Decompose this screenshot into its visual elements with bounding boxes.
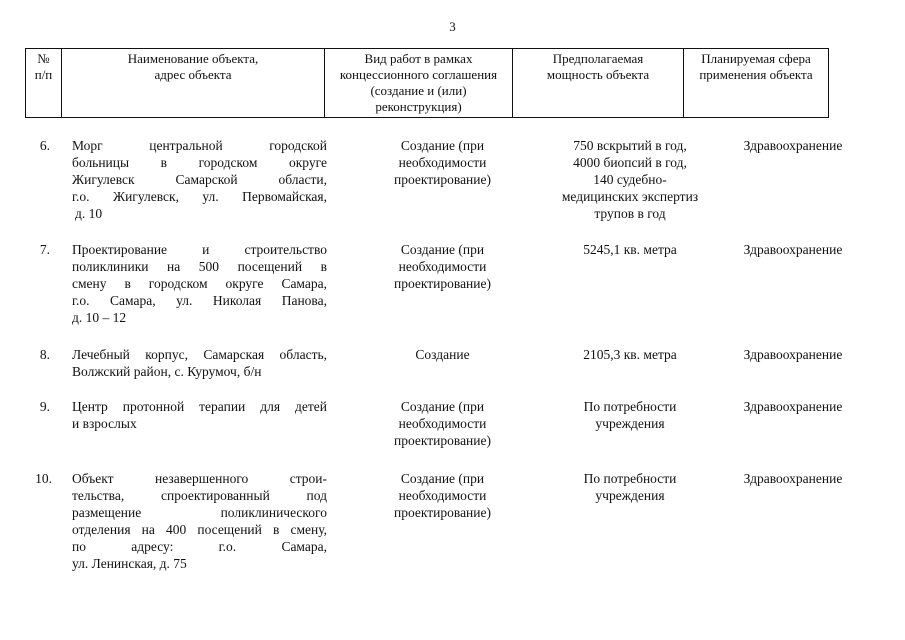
object-name	[72, 346, 327, 380]
header-number: № п/п	[26, 49, 62, 118]
object-name-line: Морг центральной городской	[72, 138, 327, 153]
capacity: 2105,3 кв. метра	[583, 347, 677, 362]
object-name	[72, 241, 327, 326]
work-type: Создание (при необходимости проектирование)	[393, 399, 491, 448]
capacity: По потребности учреждения	[583, 399, 677, 431]
row-number: 8.	[39, 347, 50, 362]
work-type: Создание (при необходимости проектирование)	[393, 471, 491, 520]
header-work-type: Вид работ в рамках концессионного соглашения (создание и (или) реконструкция)	[325, 49, 513, 118]
sphere: Здравоохранение	[743, 399, 843, 414]
object-name-line: г.о. Самара, ул. Николая Панова,	[72, 293, 327, 308]
table-header	[25, 48, 829, 118]
row-number: 10.	[35, 471, 52, 486]
header-capacity: Предполагаемая мощность объекта	[513, 49, 684, 118]
work-type: Создание	[415, 347, 470, 362]
row-number: 9.	[39, 399, 50, 414]
object-name-line: отделения на 400 посещений в смену,	[72, 522, 327, 537]
capacity: 5245,1 кв. метра	[583, 242, 677, 257]
object-name	[72, 398, 327, 432]
sphere: Здравоохранение	[743, 471, 843, 486]
object-name-line: по адресу: г.о. Самара,	[72, 539, 327, 554]
work-type: Создание (при необходимости проектирование)	[393, 138, 491, 187]
object-name-line: смену в городском округе Самара,	[72, 276, 327, 291]
page-number: 3	[449, 19, 456, 34]
header-row	[26, 49, 829, 118]
object-name-line: Проектирование и строительство	[72, 242, 327, 257]
object-name-line: Центр протонной терапии для детей	[72, 399, 327, 414]
object-name-line: Жигулевск Самарской области,	[72, 172, 327, 187]
object-name	[72, 470, 327, 572]
sphere: Здравоохранение	[743, 242, 843, 257]
object-name-line: д. 10	[75, 206, 103, 221]
sphere: Здравоохранение	[743, 138, 843, 153]
object-name-line: больницы в городском округе	[72, 155, 327, 170]
object-name-line: размещение поликлинического	[72, 505, 327, 520]
object-name-line: и взрослых	[72, 416, 137, 431]
object-name-line: д. 10 – 12	[72, 310, 127, 325]
row-number: 6.	[39, 138, 50, 153]
capacity: По потребности учреждения	[583, 471, 677, 503]
capacity: 750 вскрытий в год, 4000 биопсий в год, 140 судебно- медицинских экспертиз трупов в год	[561, 138, 699, 221]
row-number: 7.	[39, 242, 50, 257]
object-name-line: Волжский район, с. Курумоч, б/н	[72, 364, 262, 379]
object-name-line: поликлиники на 500 посещений в	[72, 259, 327, 274]
object-name-line: Объект незавершенного строи-	[72, 471, 327, 486]
object-name-line: г.о. Жигулевск, ул. Первомайская,	[72, 189, 327, 204]
object-name-line: тельства, спроектированный под	[72, 488, 327, 503]
object-name-line: ул. Ленинская, д. 75	[72, 556, 187, 571]
work-type: Создание (при необходимости проектирование)	[393, 242, 491, 291]
header-object-name: Наименование объекта, адрес объекта	[62, 49, 325, 118]
object-name	[72, 137, 327, 222]
sphere: Здравоохранение	[743, 347, 843, 362]
object-name-line: Лечебный корпус, Самарская область,	[72, 347, 327, 362]
header-sphere: Планируемая сфера применения объекта	[684, 49, 829, 118]
